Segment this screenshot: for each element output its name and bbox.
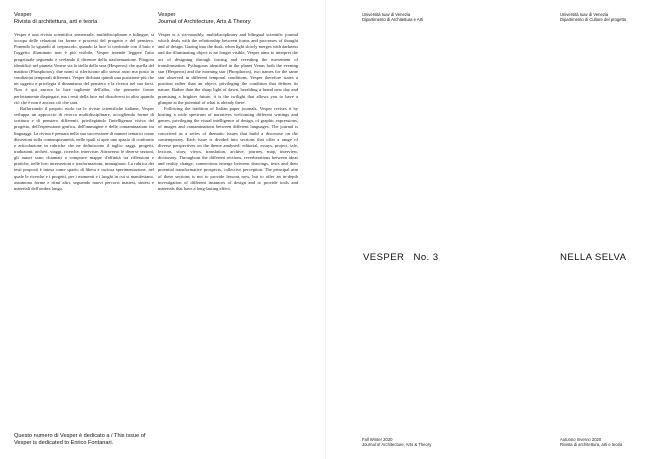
right-page	[325, 0, 650, 459]
issue-label: VESPER No. 3	[363, 252, 439, 263]
footer-left-journal: Journal of Architecture, Arts & Theory	[362, 442, 432, 448]
en-header	[158, 12, 251, 26]
department-name-2: Dipartimento di Culture del progetto	[560, 17, 627, 23]
university-header-right	[560, 12, 626, 22]
it-header-title: Vesper	[14, 12, 32, 18]
dedication: Questo numero di Vesper è dedicato a / This issue of Vesper is dedicated to Enrico Fontanari.	[14, 433, 146, 446]
footer-left	[362, 437, 431, 447]
en-paragraph-2: Following the tradition of Italian paper journals, Vesper revises it by hosting a wide spectrum of narratives welcoming different writings and genres, privileging the visual intelligence of design, of graphic expressions, of images and contaminations between different languages. The journal is conceived as a series of thematic issues that build a discourse on the contemporary. Each issue is divided into sections that offer a range of diverse perspectives on the theme analysed: editorial, essays, project, tale, lexicon, story, views, translation, archive, journey, map, interview, dictionary. Throughout the different sections, reverberations between ideas and reality change, connections emerge between drawings, texts and their potential transformative prospects, collective perception. The principal aim of these sections is not to provide lessons now, but to offer an in-depth investigation of different instances of design and to provide tools and materials that have a long-lasting effect.	[158, 105, 298, 191]
footer-right-journal: Rivista di architettura, arti e teoria	[560, 442, 623, 448]
italian-text-column	[14, 32, 154, 192]
it-paragraph-1: Vesper è una rivista scientifica semestrale, multidisciplinare e bilingue, si occupa delle relazioni tra forme e processi del progetto e del pensiero. Ponendo lo sguardo al crepuscolo, quando la luce si confonde con il buio e l'oggetto illuminato non è più visibile, Vesper intende leggere l'atto progettuale seguendo e svelando il divenire della trasformazione. Pitagora identificò nel pianeta Venere sia la stella della sera (Hesperos) che quella del mattino (Phosphoros), due nomi si riferiscono allo stesso astro ma posto in condizioni temporali differenti. Vesper dichiara quindi una posizione più che un oggetto e privilegia il dinamismo del pensiero e la ricerca nel suo farsi. Non è qui ancora la luce tagliente dell'alba, che permette forme perfettamente dispiegate, ma i resti della luce nel dissolversi in altro quando ciò che è non è ancora ciò che sarà.	[14, 32, 154, 105]
footer-right-season: Autunno Inverno 2020	[560, 437, 602, 442]
university-header-left	[362, 12, 423, 22]
university-name-2: Università Iuav di Venezia	[560, 12, 609, 17]
it-header	[14, 12, 97, 26]
footer-left-season: Fall Winter 2020	[362, 437, 393, 442]
university-name: Università Iuav di Venezia	[362, 12, 411, 17]
en-paragraph-1: Vesper is a six-monthly, multidisciplinary and bilingual scientific journal which deals with the relationship between forms and processes of thought and of design. Gazing into the dusk, when light slowly merges with darkness and the illuminating object is no longer visible, Vesper aims to interpret the act of designing through tracing and revealing the movement of transformation. Pythagoras identified in the planet Venus both the evening star (Hesperos) and the morning star (Phosphoros), two names for the same star observed in different temporal conditions. Vesper therefore states a position rather than an object, privileging the condition that defines its nature. Rather than the sharp light of dawn, heralding a brand new day and promising a brighter future, it is the twilight that allows you to have a glimpse at the potential of what is already there.	[158, 32, 298, 105]
issue-title: NELLA SELVA	[560, 252, 627, 263]
it-header-subtitle: Rivista di architettura, arti e teoria	[14, 19, 98, 25]
it-paragraph-2: Rafforzando il proprio ruolo tra le riviste scientifiche italiane, Vesper sviluppa un approccio di ricerca multidisciplinare, accogliendo forme di scrittura e di pensiero differenti, privilegiando l'intelligenza visiva del progetto, dell'espressione grafica, dell'immagine e delle contaminazioni tra linguaggi. La rivista è pensata nella sua successione di numeri tematici come dissezioni sulla contemporaneità, nelle quali si apre uno spazio di confronto e articolazione in rubriche che ne definiscono il taglio: saggi, progetti, traduzioni, archivi, viaggi, ricerche, interviste. Attraverso le diverse sezioni, gli autori sono chiamati a comporre mappe d'affinità tra riflessioni e pratiche, nelle loro intersezioni e trasformazioni, immaginari. La rubrica dei testi proposti è intesa come spazio di libera e curiosa sperimentazione, nel quale le ricerche e i progetti, per i momenti e i luoghi in cui si manifestano, assumono forme e ritmi altri, seguendo nuovi percorsi inattesi, sintesi e materiali dell'ombra lunga.	[14, 105, 154, 191]
en-header-title: Vesper	[158, 12, 176, 18]
department-name: Dipartimento di Architettura e Arti	[362, 17, 424, 23]
footer-right	[560, 437, 622, 447]
en-header-subtitle: Journal of Architecture, Arts & Theory	[158, 19, 251, 25]
english-text-column	[158, 32, 298, 192]
